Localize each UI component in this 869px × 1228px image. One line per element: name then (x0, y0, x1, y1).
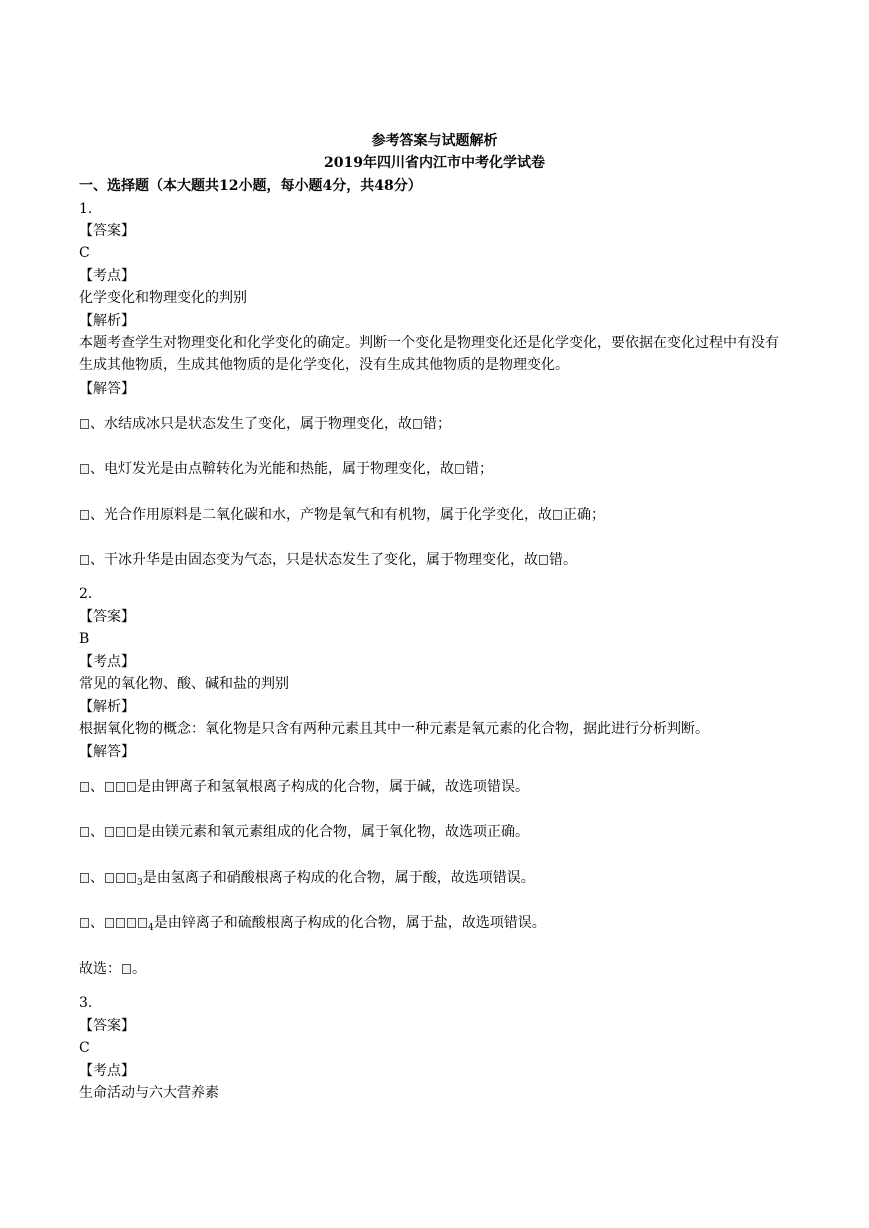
missing-glyph-icon (80, 464, 89, 474)
point-text: 化学变化和物理变化的判别 (79, 290, 247, 306)
missing-glyph-icon (80, 419, 89, 429)
missing-glyph-icon (116, 873, 125, 883)
missing-glyph-icon (80, 555, 89, 565)
missing-glyph-icon (122, 964, 131, 974)
missing-glyph-icon (127, 918, 136, 928)
answer-value: C (79, 245, 90, 261)
analysis-text: 根据氧化物的概念：氧化物是只含有两种元素且其中一种元素是氧元素的化合物，据此进行分析判断。 (79, 721, 709, 737)
solution-option: 、光合作用原料是二氧化碳和水，产物是氧气和有机物，属于化学变化，故 正确； (79, 504, 799, 526)
answer-value: B (79, 631, 90, 647)
missing-glyph-icon (553, 510, 562, 520)
solution-option: 、电灯发光是由点鞥转化为光能和热能，属于物理变化，故 错； (79, 458, 799, 480)
missing-glyph-icon (105, 873, 114, 883)
question-number: 3. (79, 995, 93, 1011)
analysis-text: 本题考查学生对物理变化和化学变化的确定。判断一个变化是物理变化还是化学变化，要依据在变化过程中有没有生成其他物质，生成其他物质的是化学变化，没有生成其他物质的是物理变化。 (79, 335, 779, 373)
solution-option: 、 $_4$是由锌离子和硫酸根离子构成的化合物，属于盐，故选项错误。 (79, 912, 799, 939)
answer-label: 【答案】 (79, 223, 135, 239)
answer-label: 【答案】 (79, 609, 135, 625)
solution-option: 、 是由钾离子和氢氧根离子构成的化合物，属于碱，故选项错误。 (79, 776, 799, 798)
missing-glyph-icon (539, 555, 548, 565)
missing-glyph-icon (105, 918, 114, 928)
point-label: 【考点】 (79, 268, 135, 284)
answer-value: C (79, 1040, 90, 1056)
missing-glyph-icon (413, 419, 422, 429)
missing-glyph-icon (80, 827, 89, 837)
missing-glyph-icon (80, 918, 89, 928)
missing-glyph-icon (116, 782, 125, 792)
missing-glyph-icon (127, 827, 136, 837)
solution-label: 【解答】 (79, 744, 135, 760)
missing-glyph-icon (80, 782, 89, 792)
formula-subscript: 4 (148, 923, 154, 933)
analysis-label: 【解析】 (79, 699, 135, 715)
question-number: 2. (79, 586, 93, 602)
missing-glyph-icon (80, 873, 89, 883)
point-text: 生命活动与六大营养素 (79, 1085, 219, 1101)
missing-glyph-icon (105, 827, 114, 837)
solution-option: 、 $_3$是由氢离子和硝酸根离子构成的化合物，属于酸，故选项错误。 (79, 867, 799, 894)
formula-subscript: 3 (137, 878, 143, 888)
solution-option: 、干冰升华是由固态变为气态，只是状态发生了变化，属于物理变化，故 错。 (79, 549, 799, 571)
missing-glyph-icon (116, 827, 125, 837)
missing-glyph-icon (116, 918, 125, 928)
exam-subtitle: 2019年四川省内江市中考化学试卷 (324, 155, 545, 171)
section-heading: 一、选择题（本大题共12小题，每小题4分，共48分） (79, 178, 422, 194)
missing-glyph-icon (80, 510, 89, 520)
question-number: 1. (79, 201, 93, 217)
solution-option: 、 是由镁元素和氧元素组成的化合物，属于氧化物，故选项正确。 (79, 821, 799, 843)
missing-glyph-icon (455, 464, 464, 474)
solution-option: 、水结成冰只是状态发生了变化，属于物理变化，故 错； (79, 413, 799, 435)
missing-glyph-icon (138, 918, 147, 928)
solution-label: 【解答】 (79, 381, 135, 397)
conclusion: 故选： 。 (79, 961, 146, 977)
missing-glyph-icon (127, 782, 136, 792)
point-label: 【考点】 (79, 1063, 135, 1079)
page-title: 参考答案与试题解析 (371, 133, 498, 149)
answer-label: 【答案】 (79, 1018, 135, 1034)
point-text: 常见的氧化物、酸、碱和盐的判别 (79, 676, 289, 692)
analysis-label: 【解析】 (79, 313, 135, 329)
missing-glyph-icon (105, 782, 114, 792)
point-label: 【考点】 (79, 654, 135, 670)
missing-glyph-icon (127, 873, 136, 883)
